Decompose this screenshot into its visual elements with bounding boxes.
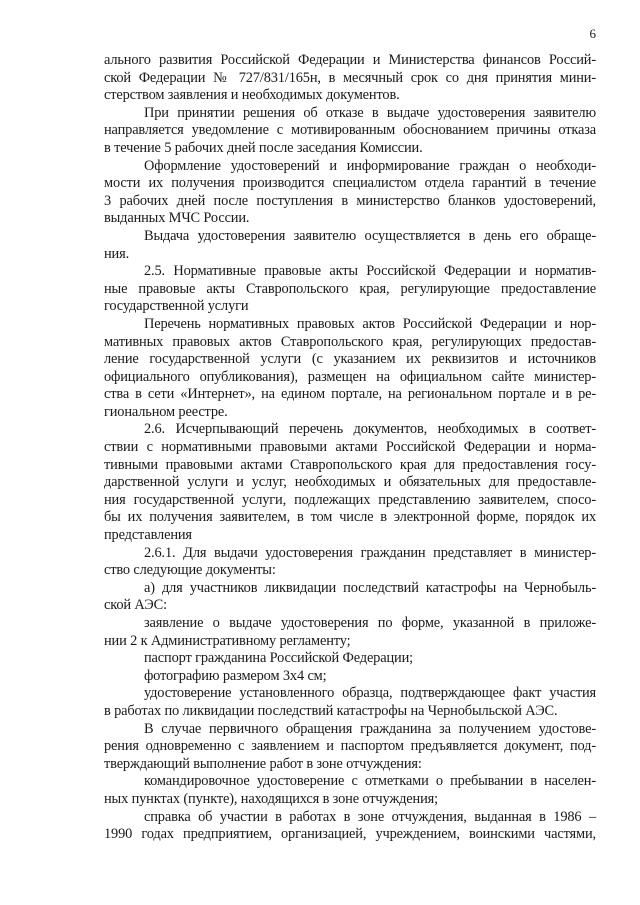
list-item: ных пунктах (пункте), находящихся в зоне отчуждения;	[104, 790, 438, 807]
section-heading: тивными правовыми актами Ставропольского края для предоставления госу-	[104, 456, 596, 473]
text-line: направляется уведомление с мотивированным обоснованием причины отказа	[104, 122, 596, 139]
text-line: ление государственной услуги (с указанием их реквизитов и источников	[104, 351, 596, 368]
text-line: мости их получения производится специалистом отдела гарантий в течение	[104, 175, 596, 192]
section-heading: ные правовые акты Ставропольского края, регулирующие предоставление	[104, 280, 596, 297]
list-item: 1990 годах предприятием, организацией, учреждением, воинскими частями,	[104, 826, 596, 843]
list-item: в работах по ликвидации последствий катастрофы на Чернобыльской АЭС.	[104, 702, 558, 719]
section-heading: ния государственной услуги, подлежащих представлению заявителем, спосо-	[104, 491, 596, 508]
text-line: 3 рабочих дней после поступления в министерство бланков удостоверений,	[104, 192, 596, 209]
page-number: 6	[589, 26, 596, 41]
list-item: паспорт гражданина Российской Федерации;	[144, 650, 413, 667]
text-line: в течение 5 рабочих дней после заседания Комиссии.	[104, 139, 423, 156]
section-heading: ствии с нормативными правовыми актами Российской Федерации и норма-	[104, 439, 596, 456]
text-line: Выдача удостоверения заявителю осуществляется в день его обраще-	[144, 227, 596, 244]
list-item: удостоверение установленного образца, подтверждающее факт участия	[144, 685, 596, 702]
section-heading: дарственной услуги и услуг, необходимых и обязательных для предоставле-	[104, 474, 596, 491]
text-line: Перечень нормативных правовых актов Российской Федерации и нор-	[144, 315, 596, 332]
page-body	[104, 52, 596, 844]
text-line: официального опубликования), размещен на официальном сайте министер-	[104, 368, 596, 385]
text-line: гиональном реестре.	[104, 403, 228, 420]
list-item: а) для участников ликвидации последствий катастрофы на Чернобыль-	[144, 579, 596, 596]
text-line: мативных правовых актов Ставропольского края, регулирующих предостав-	[104, 333, 596, 350]
list-item: нии 2 к Административному регламенту;	[104, 632, 351, 649]
section-heading: 2.6. Исчерпывающий перечень документов, необходимых в соответ-	[144, 421, 596, 438]
text-line: При принятии решения об отказе в выдаче удостоверения заявителю	[144, 104, 596, 121]
section-heading: 2.5. Нормативные правовые акты Российской Федерации и норматив-	[144, 263, 596, 280]
text-line: ального развития Российской Федерации и Министерства финансов Россий-	[104, 52, 596, 68]
text-line: тверждающий выполнение работ в зоне отчуждения:	[104, 755, 422, 772]
text-line: В случае первичного обращения гражданина за получением удостове-	[144, 720, 596, 737]
text-line: ской Федерации № 727/831/165н, в месячный срок со дня принятия мини-	[104, 69, 596, 86]
list-item: фотографию размером 3х4 см;	[144, 667, 327, 684]
text-line: ния.	[104, 245, 130, 262]
section-heading: государственной услуги	[104, 298, 249, 315]
text-line: рения одновременно с заявлением и паспортом предъявляется документ, под-	[104, 738, 596, 755]
list-item: ской АЭС:	[104, 597, 167, 614]
section-heading: представления	[104, 527, 192, 544]
text-line: ства в сети «Интернет», на едином портале, на региональном портале и в ре-	[104, 386, 596, 403]
list-item: справка об участии в работах в зоне отчуждения, выданная в 1986 –	[144, 808, 596, 825]
list-item: заявление о выдаче удостоверения по форме, указанной в приложе-	[144, 615, 596, 631]
text-line: выданных МЧС России.	[104, 210, 250, 227]
text-line: 2.6.1. Для выдачи удостоверения гражданин представляет в министер-	[144, 544, 596, 561]
text-line: стерством заявления и необходимых документов.	[104, 87, 400, 104]
text-line: Оформление удостоверений и информирование граждан о необходи-	[144, 157, 596, 174]
section-heading: бы их получения заявителем, в том числе в электронной форме, порядок их	[104, 509, 596, 526]
text-line: ство следующие документы:	[104, 562, 276, 579]
list-item: командировочное удостоверение с отметками о пребывании в населен-	[144, 773, 596, 790]
